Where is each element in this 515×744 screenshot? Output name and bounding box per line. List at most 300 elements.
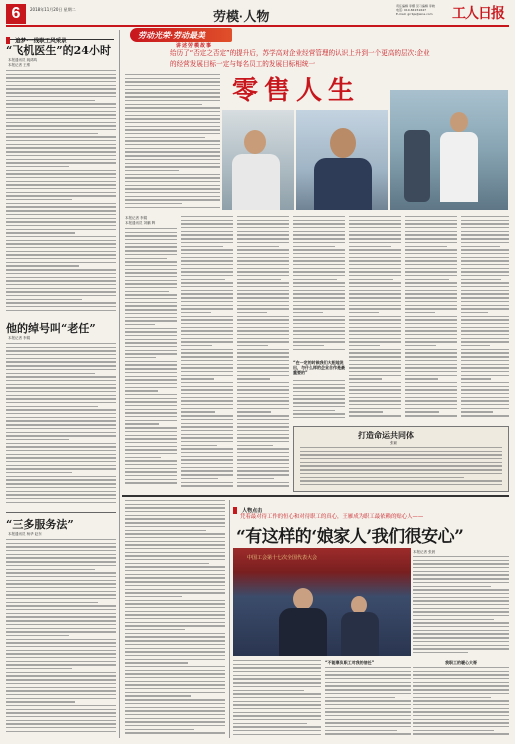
text-line [349,386,401,387]
text-line [6,306,116,307]
feature-body-col6 [405,216,457,423]
text-line [125,673,225,674]
text-line [6,406,98,407]
text-line [461,305,509,306]
bottom-body-col1 [233,660,321,738]
left-column-rule [119,30,120,738]
text-line [349,316,401,317]
text-line [125,677,225,678]
text-line [293,260,345,261]
text-line [6,365,116,366]
bottom-body-col3 [413,667,509,738]
text-line [181,349,233,350]
text-line [237,327,289,328]
text-line [349,356,401,357]
text-line [405,352,457,353]
text-line [125,710,225,711]
text-line [233,704,321,705]
text-line [6,170,116,171]
text-line [6,661,116,662]
text-line [6,705,116,706]
text-line [181,445,217,446]
text-line [181,334,233,335]
text-line [405,404,457,405]
text-line [125,526,225,527]
feature-body-col4b [293,380,345,423]
story1-byline: 本报通讯员 姚鸿鸣 [8,58,38,62]
text-line [293,293,345,294]
text-line [6,731,116,732]
text-line [6,439,69,440]
text-line [405,389,457,390]
text-line [413,578,509,579]
text-line [237,463,289,464]
text-line [6,247,116,248]
text-line [237,275,289,276]
text-line [293,391,345,392]
text-line [413,633,509,634]
text-line [125,692,225,693]
text-line [293,398,345,399]
text-line [461,268,509,269]
text-line [6,498,116,499]
text-line [349,275,401,276]
text-line [6,85,116,86]
text-line [405,246,447,247]
text-line [293,395,345,396]
text-line [461,404,509,405]
text-line [125,423,159,424]
text-line [125,398,177,399]
text-line [6,554,116,555]
text-line [6,443,116,444]
text-line [349,338,401,339]
text-line [125,522,225,523]
text-line [405,249,457,250]
text-line [125,196,220,197]
text-line [6,446,116,447]
text-line [125,651,225,652]
text-line [237,338,289,339]
text-line [125,129,220,130]
text-line [237,404,289,405]
text-line [413,671,509,672]
text-line [6,483,116,484]
text-line [349,404,401,405]
text-line [181,271,233,272]
text-line [125,78,220,79]
text-line [237,389,289,390]
text-line [237,330,289,331]
text-line [125,563,209,564]
text-line [6,694,116,695]
text-line [181,419,233,420]
text-line [6,107,116,108]
text-line [405,282,457,283]
text-line [6,221,116,222]
feature-subtitle-line1: 给历了“否定之否定”的提升后，苏学高对企业经营管理的认识上升到一个更高的层次:企业 [170,49,430,57]
text-line [125,342,177,343]
text-line [181,463,233,464]
text-line [237,352,289,353]
text-line [6,613,116,614]
text-line [413,597,509,598]
text-line [237,257,289,258]
text-line [6,557,116,558]
text-line [125,394,177,395]
text-line [6,716,116,717]
text-line [413,593,509,594]
text-line [6,273,116,274]
text-line [237,371,289,372]
text-line [6,605,116,606]
text-line [237,286,289,287]
text-line [125,317,177,318]
text-line [233,664,321,665]
text-line [349,238,401,239]
text-line [461,408,509,409]
text-line [413,697,491,698]
text-line [293,417,345,418]
bottom-body-col2 [325,667,411,738]
text-line [125,376,177,377]
text-line [125,320,177,321]
text-line [6,550,116,551]
text-line [461,257,509,258]
text-line [6,302,116,303]
text-line [461,301,509,302]
text-line [125,585,225,586]
header-rule [6,25,509,27]
text-line [293,253,345,254]
text-line [125,350,177,351]
text-line [181,360,233,361]
text-line [233,690,304,691]
text-line [125,81,220,82]
text-line [181,338,233,339]
text-line [405,330,457,331]
text-line [125,544,225,545]
text-line [125,107,220,108]
text-line [125,431,177,432]
text-line [413,726,509,727]
text-line [461,271,509,272]
text-line [125,100,220,101]
text-line [6,491,116,492]
text-line [237,305,289,306]
text-line [300,484,502,485]
text-line [237,478,274,479]
text-line [325,671,411,672]
text-line [125,287,177,288]
text-line [6,288,116,289]
bottom-kicker: 凭着最对待工作的恒心和对待职工的真心，王雁成为职工最依赖的贴心人—— [240,514,424,520]
text-line [125,137,205,138]
text-line [125,313,177,314]
text-line [237,408,289,409]
text-line [125,243,177,244]
text-line [237,319,289,320]
text-line [181,459,233,460]
banner-sub: 讲述劳模故事 [176,43,213,49]
text-line [181,242,233,243]
text-line [461,246,500,247]
text-line [6,203,116,204]
text-line [6,387,116,388]
text-line [6,698,116,699]
text-line [405,411,439,412]
editor-block [396,4,451,16]
text-line [413,574,509,575]
text-line [125,688,225,689]
section-title: 劳模·人物 [213,9,270,24]
text-line [125,721,225,722]
text-line [125,324,155,325]
text-line [461,220,509,221]
text-line [125,552,225,553]
text-line [6,225,116,226]
text-line [237,434,289,435]
text-line [125,280,177,281]
text-line [125,305,177,306]
text-line [6,299,82,300]
text-line [237,242,289,243]
text-line [6,236,116,237]
text-line [233,693,321,694]
text-line [349,367,401,368]
text-line [6,616,116,617]
text-line [125,291,169,292]
text-line [237,316,289,317]
text-line [349,397,401,398]
text-line [125,479,177,480]
text-line [405,367,457,368]
text-line [125,96,220,97]
text-line [349,253,401,254]
text-line [125,364,177,365]
text-line [413,733,509,734]
feature-subtitle-line2: 的经营发展目标一定与每名员工的发展目标相统一 [170,60,316,68]
text-line [293,341,345,342]
text-line [181,452,233,453]
text-line [233,726,321,727]
text-line [181,264,233,265]
text-line [181,378,214,379]
text-line [237,459,289,460]
text-line [181,386,233,387]
text-line [125,272,177,273]
story3-body-text [6,539,116,737]
text-line [233,734,321,735]
text-line [125,511,225,512]
text-line [125,126,220,127]
text-line [6,310,116,311]
story3-byline: 本报通讯员 杨华 赵东 [8,532,42,536]
text-line [6,635,69,636]
text-line [125,589,225,590]
text-line [125,681,225,682]
text-line [413,622,509,623]
text-line [405,415,457,416]
text-line [461,382,509,383]
text-line [6,502,116,503]
text-line [125,74,220,75]
text-line [181,467,233,468]
text-line [125,361,177,362]
text-line [181,400,233,401]
text-line [300,465,502,466]
text-line [413,608,509,609]
text-line [181,260,233,261]
text-line [181,234,233,235]
text-line [6,199,72,200]
bottom-column-tag [233,500,263,514]
text-line [293,238,345,239]
text-line [125,331,177,332]
text-line [461,400,509,401]
text-line [6,151,116,152]
text-line [181,470,233,471]
text-line [181,367,233,368]
text-line [6,214,116,215]
text-line [237,364,289,365]
text-line [125,518,225,519]
text-line [413,582,509,583]
text-line [6,136,116,137]
text-line [125,92,220,93]
text-line [405,260,457,261]
text-line [405,271,457,272]
text-line [125,203,182,204]
text-line [405,334,457,335]
text-line [349,375,401,376]
text-line [349,290,401,291]
text-line [6,646,116,647]
text-line [237,341,289,342]
text-line [6,347,116,348]
text-line [125,725,225,726]
text-line [300,477,464,478]
text-line [181,415,233,416]
text-line [405,220,457,221]
text-line [6,129,116,130]
text-line [6,369,116,370]
text-line [293,257,345,258]
text-line [237,456,289,457]
text-line [6,594,116,595]
text-line [125,449,177,450]
text-line [6,479,116,480]
text-line [6,173,116,174]
text-line [6,657,116,658]
text-line [6,159,116,160]
text-line [413,715,509,716]
text-line [405,305,457,306]
text-line [125,387,177,388]
text-line [6,254,116,255]
feature-banner [130,28,232,42]
text-line [461,227,509,228]
text-line [125,159,220,160]
text-line [125,357,156,358]
text-line [125,482,177,483]
text-line [181,423,233,424]
text-line [125,368,177,369]
text-line [349,220,401,221]
text-line [6,358,116,359]
text-line [6,432,116,433]
text-line [125,133,220,134]
text-line [237,470,289,471]
text-line [461,378,491,379]
text-line [6,181,116,182]
text-line [181,389,233,390]
text-line [349,286,401,287]
text-line [6,384,116,385]
text-line [349,231,401,232]
text-line [6,265,79,266]
text-line [325,697,395,698]
text-line [125,122,220,123]
text-line [6,712,116,713]
text-line [405,297,457,298]
text-line [237,334,289,335]
text-line [125,174,220,175]
text-line [413,586,491,587]
text-line [413,563,509,564]
text-line [125,435,177,436]
text-line [181,408,233,409]
text-line [293,282,345,283]
text-line [325,715,411,716]
text-line [325,674,411,675]
text-line [413,556,509,557]
text-line [125,581,225,582]
text-line [413,641,509,642]
text-line [325,682,411,683]
text-line [6,598,116,599]
text-line [6,723,116,724]
text-line [405,231,457,232]
text-line [125,228,177,229]
text-line [349,349,401,350]
text-line [237,415,289,416]
text-line [405,227,457,228]
text-line [6,243,116,244]
text-line [461,249,509,250]
text-line [6,664,116,665]
story1-title: “飞机医生”的24小时 [6,44,111,57]
text-line [125,570,225,571]
text-line [6,188,116,189]
text-line [125,250,177,251]
text-line [405,238,457,239]
text-line [6,262,116,263]
text-line [125,596,182,597]
text-line [461,216,509,217]
text-line [125,346,177,347]
text-line [237,227,289,228]
text-line [300,473,502,474]
text-line [181,275,233,276]
text-line [6,103,116,104]
text-line [181,223,233,224]
text-line [125,500,225,501]
text-line [405,360,457,361]
text-line [6,354,116,355]
text-line [461,389,509,390]
text-line [125,640,225,641]
